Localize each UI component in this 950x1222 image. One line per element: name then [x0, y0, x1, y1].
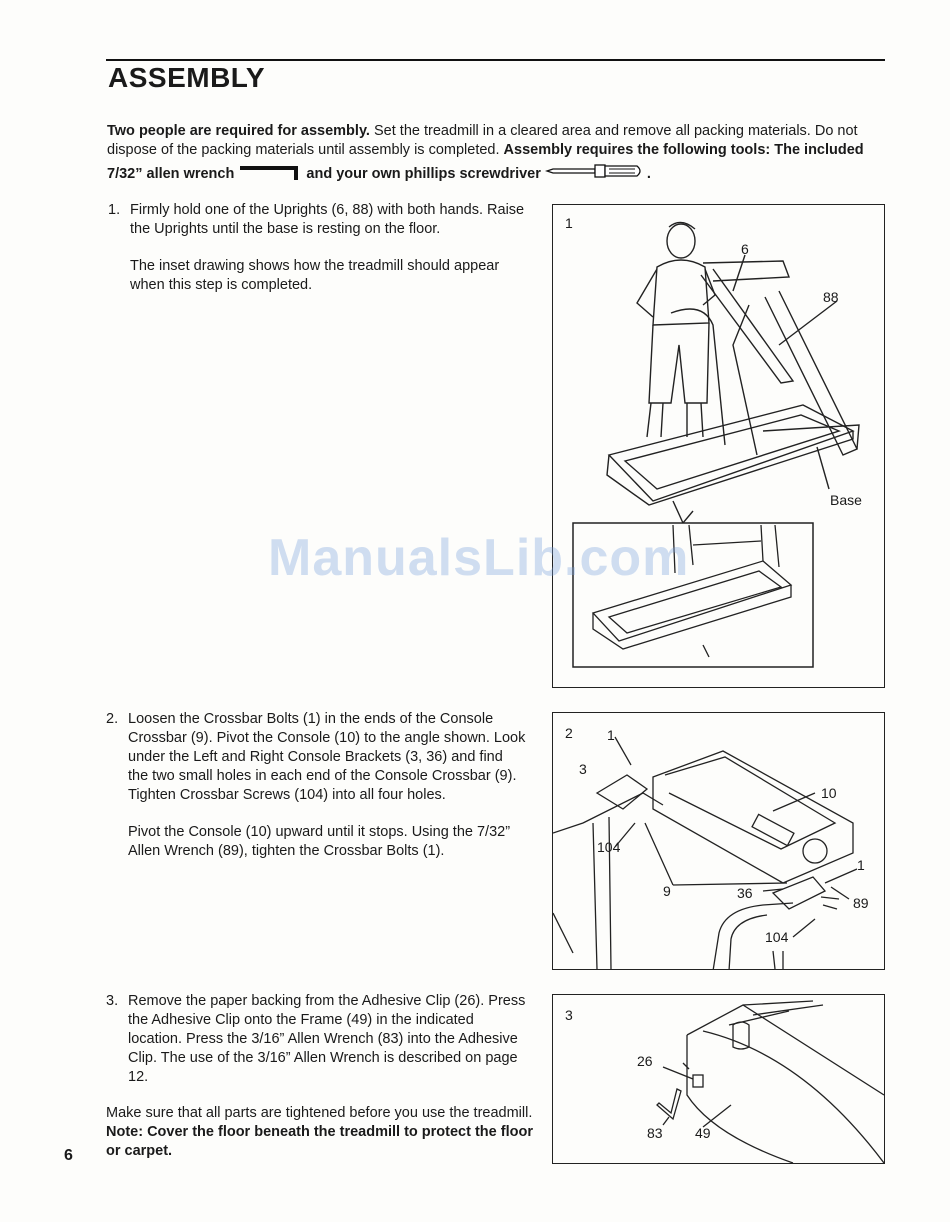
figure-2-callout-104-right: 104 — [765, 929, 789, 945]
final-note-text: Make sure that all parts are tightened before you use the treadmill. — [106, 1105, 533, 1121]
figure-1-callout-88: 88 — [823, 289, 839, 305]
intro-text: Set the treadmill in a cleared area and remove all packing materials. Do not dispose of the packing materials until assembly is completed. — [107, 123, 858, 158]
figure-2 — [552, 712, 885, 970]
intro-and-label: and your own phillips screwdriver — [302, 165, 541, 182]
step-3 — [106, 992, 526, 1087]
step-1-text: Firmly hold one of the Uprights (6, 88) with both hands. Raise the Uprights until the base is resting on the floor. — [130, 202, 525, 237]
step-1-note: The inset drawing shows how the treadmill should appear when this step is completed. — [130, 258, 500, 293]
step-2-note: Pivot the Console (10) upward until it stops. Using the 7/32” Allen Wrench (89), tighten the Crossbar Bolts (1). — [128, 824, 511, 859]
figure-2-illustration — [553, 713, 884, 969]
page-title: ASSEMBLY — [108, 62, 266, 93]
step-3-text: Remove the paper backing from the Adhesive Clip (26). Press the Adhesive Clip onto the Frame (49) in the indicated location. Press the 3/16” Allen Wrench (83) into the Adhesive Clip. The use of the 3/16” Allen Wrench is described on page 12. — [128, 993, 526, 1085]
figure-2-callout-89: 89 — [853, 895, 869, 911]
figure-1-callout-6: 6 — [741, 241, 749, 257]
header-rule — [106, 59, 885, 61]
page-number: 6 — [64, 1147, 73, 1164]
step-2 — [106, 710, 526, 861]
figure-2-callout-9: 9 — [663, 883, 671, 899]
figure-1-callout-base: Base — [830, 492, 862, 508]
final-note-warning: Note: Cover the floor beneath the treadmill to protect the floor or carpet. — [106, 1124, 533, 1159]
step-2-number: 2. — [106, 711, 119, 727]
figure-1 — [552, 204, 885, 688]
intro-bold-lead: Two people are required for assembly. — [107, 123, 370, 139]
watermark: ManualsLib.com — [268, 529, 690, 587]
step-3-number: 3. — [106, 993, 119, 1009]
figure-2-callout-10: 10 — [821, 785, 837, 801]
figure-2-callout-36: 36 — [737, 885, 753, 901]
final-note — [106, 1104, 536, 1161]
figure-2-number: 2 — [565, 725, 573, 741]
phillips-screwdriver-icon — [545, 163, 647, 185]
allen-wrench-icon — [238, 160, 302, 188]
figure-3-callout-49: 49 — [695, 1125, 711, 1141]
step-1 — [108, 201, 528, 295]
figure-1-number: 1 — [565, 215, 573, 231]
step-2-text: Loosen the Crossbar Bolts (1) in the ends of the Console Crossbar (9). Pivot the Console (10) to the angle shown. Look under the Left and Right Console Brackets (3, 36) and find the two small holes in each end of the Console Crossbar (9). Tighten Crossbar Screws (104) into all four holes. — [128, 711, 526, 803]
figure-3-illustration — [553, 995, 884, 1163]
figure-1-illustration — [553, 205, 884, 687]
intro-tools-label: Assembly requires the following tools: The included 7/32” allen wrench — [107, 142, 864, 182]
figure-3-number: 3 — [565, 1007, 573, 1023]
step-1-number: 1. — [108, 202, 121, 218]
figure-2-callout-1: 1 — [607, 727, 615, 743]
figure-3-callout-83: 83 — [647, 1125, 663, 1141]
figure-3-callout-26: 26 — [637, 1053, 653, 1069]
figure-2-callout-3: 3 — [579, 761, 587, 777]
figure-2-callout-104-left: 104 — [597, 839, 621, 855]
intro-paragraph — [107, 122, 897, 188]
intro-end: . — [646, 165, 651, 182]
figure-3 — [552, 994, 885, 1164]
figure-2-callout-1-right: 1 — [857, 857, 865, 873]
